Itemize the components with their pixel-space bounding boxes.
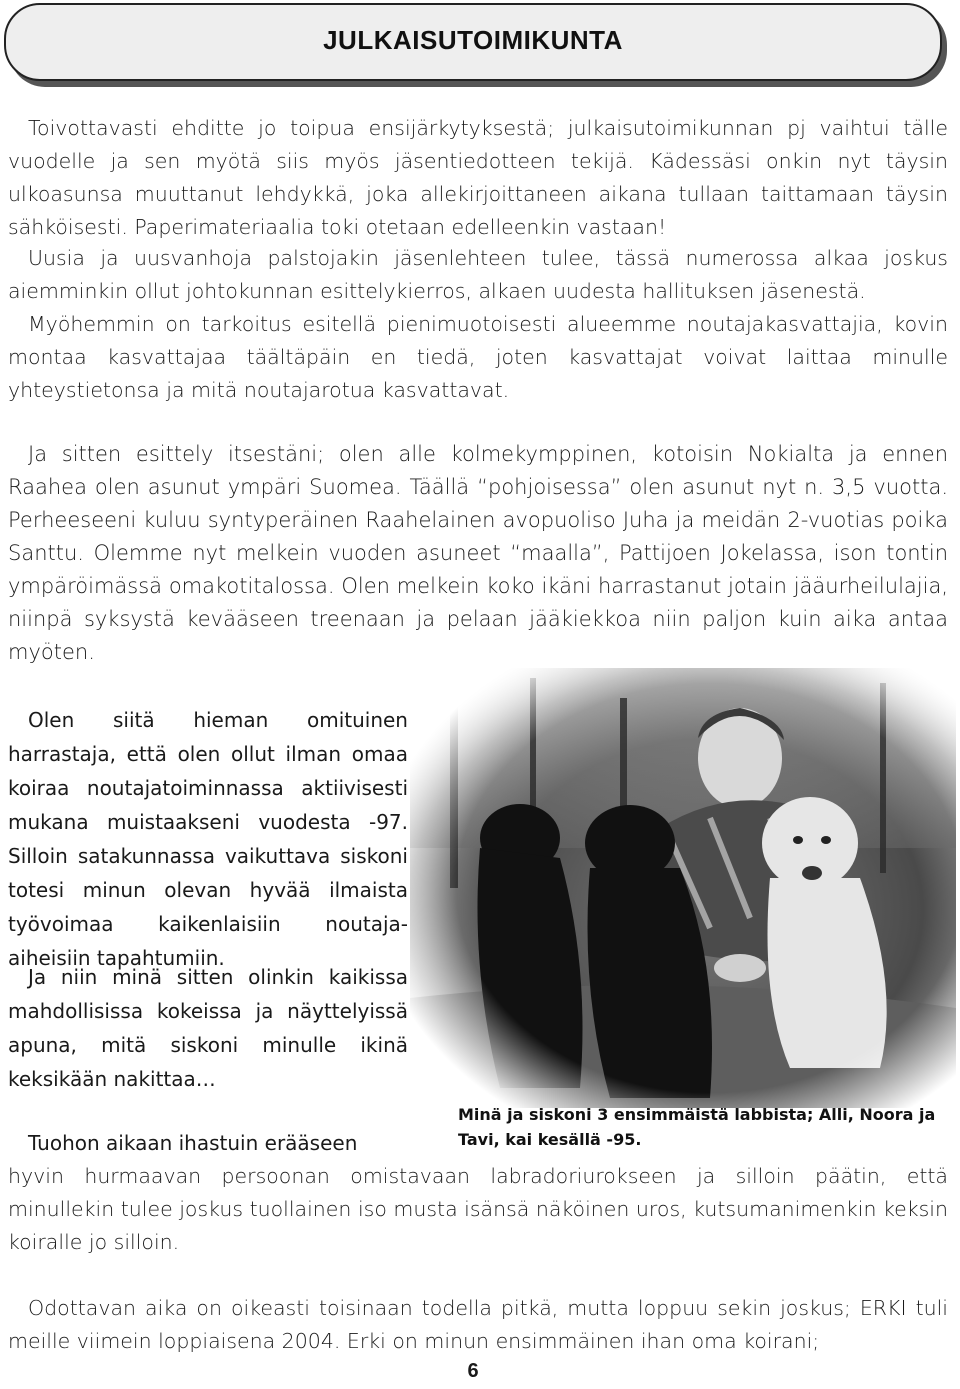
about-paragraph-final: Odottavan aika on oikeasti toisinaan todella pitkä, mutta loppuu sekin joskus; ERKI tuli meille viimein loppiaisena 2004. Erki on minun ensimmäinen ihan oma koirani; — [8, 1296, 948, 1353]
intro-paragraph-2: Uusia ja uusvanhoja palstojakin jäsenlehteen tulee, tässä numerossa alkaa joskus aiemminkin ollut johtokunnan esittelykierros, alkaen uudesta hallituksen jäsenestä. — [8, 246, 948, 303]
about-paragraph-continued: hyvin hurmaavan persoonan omistavaan labradoriurokseen ja silloin päätin, että minullekin tulee joskus tuollainen iso musta isänsä näköinen uros, kutsumanimenkin keksin koiralle jo silloin. — [8, 1164, 948, 1254]
intro-paragraph-1: Toivottavasti ehditte jo toipua ensijärkytyksestä; julkaisutoimikunnan pj vaihtui tälle vuodelle ja sen myötä siis myös jäsentiedotteen tekijä. Kädessäsi onkin nyt täysin ulkoasunsa muuttanut lehdykkä, joka allekirjoittaneen aikana tullaan taittamaan täysin sähköisesti. Paperimateriaalia toki otetaan edelleenkin vastaan! — [8, 116, 948, 239]
photo-caption: Minä ja siskoni 3 ensimmäistä labbista; Alli, Noora ja Tavi, kai kesällä -95. — [458, 1105, 936, 1149]
about-paragraph: Ja sitten esittely itsestäni; olen alle kolmekymppinen, kotoisin Nokialta ja ennen Raahea olen asunut ympäri Suomea. Täällä “pohjoisessa” olen asunut nyt n. 3,5 vuotta. Perheeseeni kuluu syntyperäinen Raahelainen avopuoliso Juha ja meidän 2-vuotias poika Santtu. Olemme nyt melkein vuoden asuneet “maalla”, Pattijoen Jokelassa, ison tontin ympäröimässä omakotitalossa. Olen melkein koko ikäni harrastanut jotain jääurheilulajia, niinpä syksystä kevääseen treenaan ja pelaan jääkiekkoa niin paljon kuin aika antaa myöten. — [8, 442, 948, 664]
intro-paragraph-3: Myöhemmin on tarkoitus esitellä pienimuotoisesti alueemme noutajakasvattajia, kovin montaa kasvattajaa täältäpäin en tiedä, joten kasvattajat voivat laittaa minulle yhteystietonsa ja mitä noutajarotua kasvattavat. — [8, 312, 948, 402]
photo-woman-with-labradors — [410, 668, 956, 1108]
column-paragraph-3: Tuohon aikaan ihastuin erääseen — [28, 1131, 358, 1155]
section-header-banner — [4, 3, 942, 81]
page-number: 6 — [467, 1360, 479, 1382]
column-paragraph-1: Olen siitä hieman omituinen harrastaja, että olen ollut ilman omaa koiraa noutajatoiminnassa aktiivisesti mukana muistaakseni vuodesta -97. Silloin satakunnassa vaikuttava siskoni totesi minun olevan hyvää ilmaista työvoimaa kaikenlaisiin noutaja-aiheisiin tapahtumiin. — [8, 708, 408, 970]
column-paragraph-2: Ja niin minä sitten olinkin kaikissa mahdollisissa kokeissa ja näyttelyissä apuna, mitä siskoni minulle ikinä keksikään nakittaa… — [8, 965, 408, 1091]
section-title: JULKAISUTOIMIKUNTA — [323, 25, 623, 55]
